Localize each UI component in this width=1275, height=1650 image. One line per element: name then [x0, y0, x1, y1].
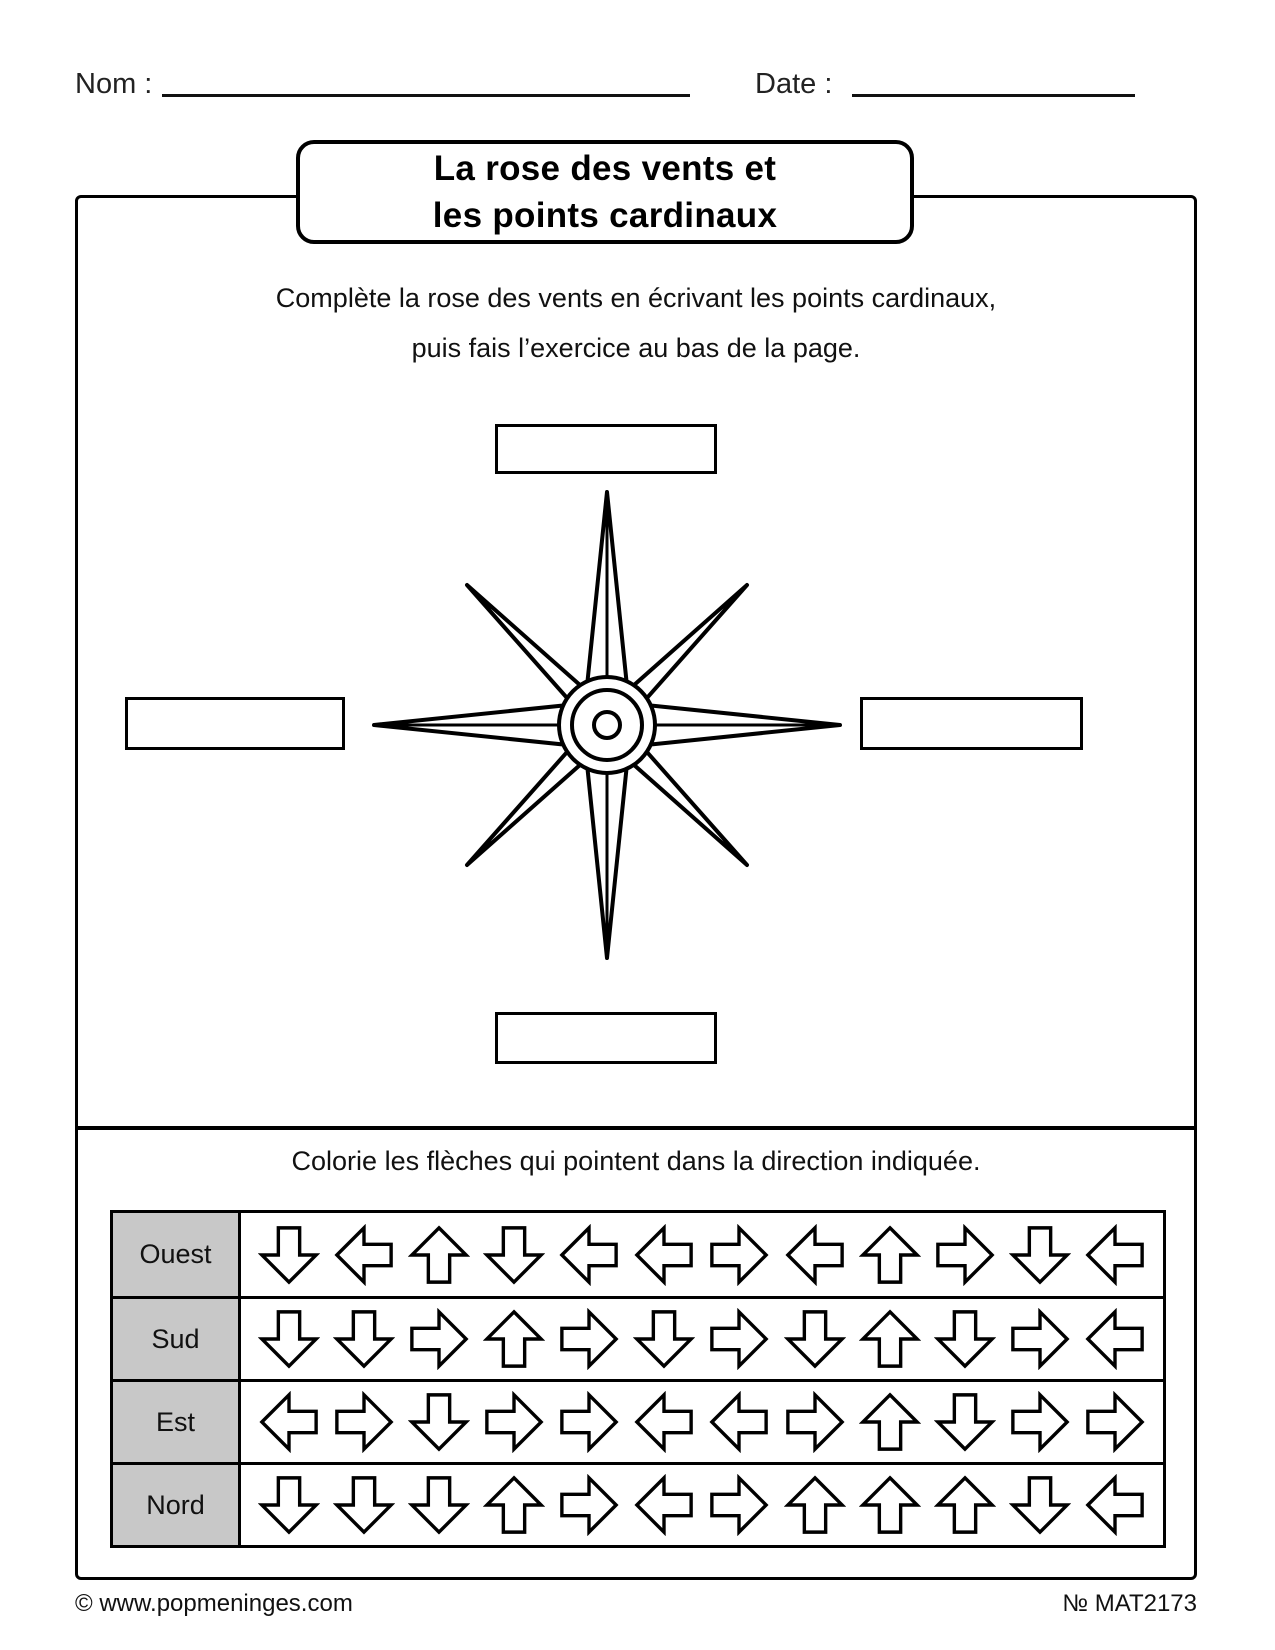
instruction-line2: puis fais l’exercice au bas de la page. [411, 333, 861, 363]
answer-box-north[interactable] [495, 424, 717, 474]
arrow-up-icon[interactable] [934, 1474, 996, 1536]
arrow-table-row [113, 1213, 1163, 1296]
direction-label: Est [113, 1382, 241, 1462]
arrow-down-icon[interactable] [934, 1308, 996, 1370]
arrow-up-icon[interactable] [859, 1308, 921, 1370]
copyright-text: © www.popmeninges.com [75, 1590, 353, 1617]
arrow-right-icon[interactable] [408, 1308, 470, 1370]
arrow-left-icon[interactable] [258, 1391, 320, 1453]
arrow-cell-group [241, 1382, 1163, 1462]
arrow-right-icon[interactable] [483, 1391, 545, 1453]
arrow-cell-group [241, 1213, 1163, 1296]
date-write-line[interactable] [852, 94, 1135, 97]
compass-rose [372, 490, 842, 960]
arrow-down-icon[interactable] [408, 1474, 470, 1536]
arrow-right-icon[interactable] [558, 1474, 620, 1536]
arrow-left-icon[interactable] [1084, 1474, 1146, 1536]
arrow-right-icon[interactable] [558, 1308, 620, 1370]
arrow-table-row [113, 1379, 1163, 1462]
arrow-cell-group [241, 1299, 1163, 1379]
arrow-left-icon[interactable] [558, 1224, 620, 1286]
arrow-left-icon[interactable] [333, 1224, 395, 1286]
arrow-table [110, 1210, 1166, 1548]
arrow-right-icon[interactable] [1009, 1391, 1071, 1453]
arrow-up-icon[interactable] [859, 1391, 921, 1453]
reference-number: № MAT2173 [1062, 1590, 1197, 1617]
answer-box-east[interactable] [860, 697, 1083, 750]
instruction-line1: Complète la rose des vents en écrivant les points cardinaux, [275, 283, 997, 313]
arrow-left-icon[interactable] [784, 1224, 846, 1286]
rose-inner-circle [594, 712, 620, 738]
page-title-line1: La rose des vents et [433, 148, 777, 188]
arrow-right-icon[interactable] [708, 1474, 770, 1536]
arrow-left-icon[interactable] [1084, 1224, 1146, 1286]
arrow-up-icon[interactable] [408, 1224, 470, 1286]
arrow-table-row [113, 1462, 1163, 1545]
arrow-down-icon[interactable] [483, 1224, 545, 1286]
arrow-right-icon[interactable] [934, 1224, 996, 1286]
arrow-right-icon[interactable] [708, 1224, 770, 1286]
arrow-table-row [113, 1296, 1163, 1379]
arrow-up-icon[interactable] [784, 1474, 846, 1536]
answer-box-south[interactable] [495, 1012, 717, 1064]
arrow-right-icon[interactable] [333, 1391, 395, 1453]
arrow-left-icon[interactable] [633, 1391, 695, 1453]
arrow-up-icon[interactable] [483, 1308, 545, 1370]
arrow-down-icon[interactable] [1009, 1474, 1071, 1536]
exercise-prompt: Colorie les flèches qui pointent dans la direction indiquée. [291, 1146, 981, 1176]
arrow-left-icon[interactable] [1084, 1308, 1146, 1370]
arrow-down-icon[interactable] [333, 1474, 395, 1536]
arrow-up-icon[interactable] [859, 1224, 921, 1286]
arrow-down-icon[interactable] [784, 1308, 846, 1370]
arrow-right-icon[interactable] [1009, 1308, 1071, 1370]
arrow-down-icon[interactable] [1009, 1224, 1071, 1286]
arrow-down-icon[interactable] [333, 1308, 395, 1370]
direction-label: Ouest [113, 1213, 241, 1296]
arrow-up-icon[interactable] [859, 1474, 921, 1536]
arrow-right-icon[interactable] [708, 1308, 770, 1370]
name-label: Nom : [75, 68, 153, 100]
direction-label: Nord [113, 1465, 241, 1545]
arrow-down-icon[interactable] [258, 1474, 320, 1536]
arrow-down-icon[interactable] [258, 1308, 320, 1370]
arrow-left-icon[interactable] [633, 1224, 695, 1286]
arrow-down-icon[interactable] [408, 1391, 470, 1453]
answer-box-west[interactable] [125, 697, 345, 750]
arrow-right-icon[interactable] [784, 1391, 846, 1453]
arrow-cell-group [241, 1465, 1163, 1545]
arrow-left-icon[interactable] [708, 1391, 770, 1453]
arrow-down-icon[interactable] [258, 1224, 320, 1286]
name-write-line[interactable] [162, 94, 690, 97]
title-plate [296, 140, 914, 244]
arrow-down-icon[interactable] [934, 1391, 996, 1453]
direction-label: Sud [113, 1299, 241, 1379]
arrow-down-icon[interactable] [633, 1308, 695, 1370]
arrow-right-icon[interactable] [1084, 1391, 1146, 1453]
page-title-line2: les points cardinaux [432, 196, 778, 235]
arrow-left-icon[interactable] [633, 1474, 695, 1536]
date-label: Date : [755, 68, 833, 100]
section-divider [78, 1126, 1194, 1130]
arrow-up-icon[interactable] [483, 1474, 545, 1536]
arrow-right-icon[interactable] [558, 1391, 620, 1453]
